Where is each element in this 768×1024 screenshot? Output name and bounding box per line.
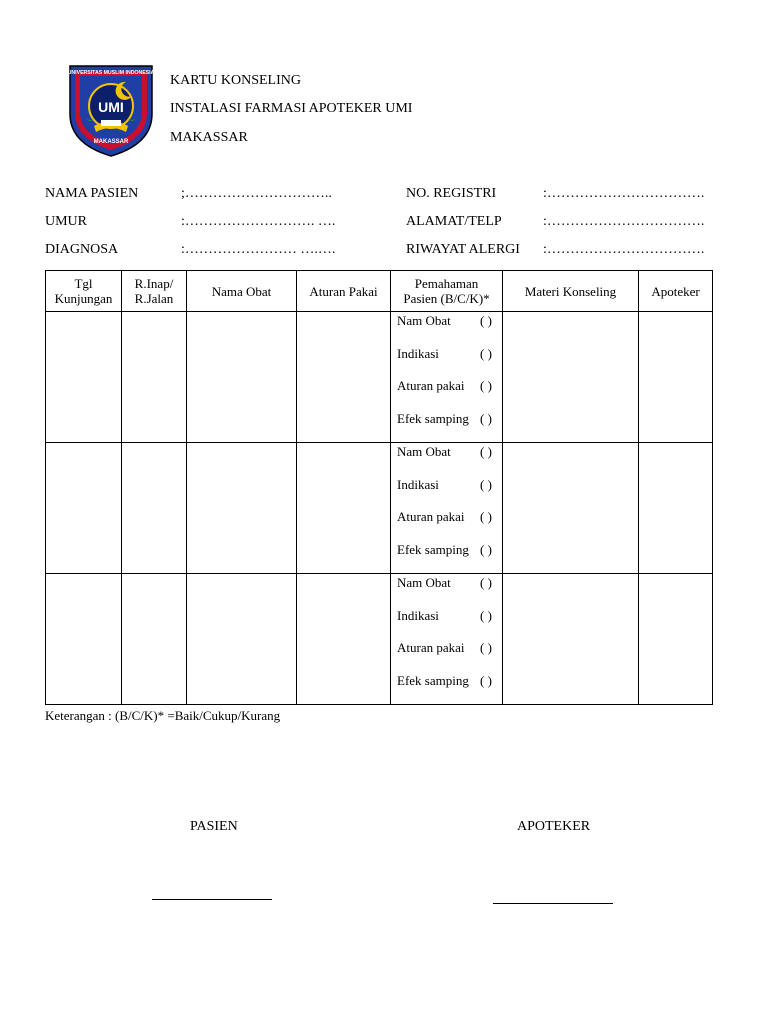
understanding-item: Nam Obat ( ) [397,444,492,459]
check-mark-box[interactable]: ( ) [480,575,492,590]
signature-line-pasien[interactable] [152,899,272,900]
understanding-item: Indikasi ( ) [397,607,492,623]
check-mark-box[interactable]: ( ) [480,541,492,557]
signature-line-apoteker[interactable] [493,903,613,904]
logo-bottom-text: MAKASSAR [93,139,129,145]
table-header-row [46,271,713,312]
counseling-table [45,270,713,705]
check-mark-box[interactable]: ( ) [480,476,492,492]
cell-rawat[interactable] [122,312,187,443]
cell-pemahaman [391,312,503,443]
understanding-item: Indikasi ( ) [397,345,492,361]
understanding-item: Efek samping ( ) [397,410,492,426]
cell-materi-konseling[interactable] [503,312,639,443]
understanding-item: Aturan pakai ( ) [397,378,492,393]
check-mark-box[interactable]: ( ) [480,672,492,688]
field-value-no-registri[interactable]: :……………………………. [543,186,705,201]
col-header-nama-obat: Nama Obat [187,271,297,312]
table-row [46,574,713,705]
cell-apoteker[interactable] [639,312,713,443]
field-label-riwayat-alergi: RIWAYAT ALERGI [406,242,520,257]
field-value-alamat-telp[interactable]: :……………………………. [543,214,705,229]
institution-name: INSTALASI FARMASI APOTEKER UMI [170,101,413,116]
cell-aturan-pakai[interactable] [297,312,391,443]
understanding-item: Aturan pakai ( ) [397,509,492,524]
col-header-pemahaman: Pemahaman Pasien (B/C/K)* [391,271,503,312]
city-name: MAKASSAR [170,130,248,145]
check-mark-box[interactable]: ( ) [480,509,492,524]
logo-center-text: UMI [98,99,124,115]
cell-nama-obat[interactable] [187,574,297,705]
understanding-item: Aturan pakai ( ) [397,640,492,655]
cell-apoteker[interactable] [639,443,713,574]
check-mark-box[interactable]: ( ) [480,410,492,426]
field-label-no-registri: NO. REGISTRI [406,186,497,201]
field-value-umur[interactable]: :………………………. …. [181,214,336,229]
field-value-riwayat-alergi[interactable]: :……………………………. [543,242,705,257]
logo-top-text: UNIVERSITAS MUSLIM INDONESIA [67,70,155,76]
card-title: KARTU KONSELING [170,73,301,88]
col-header-apoteker: Apoteker [639,271,713,312]
cell-pemahaman [391,574,503,705]
field-label-umur: UMUR [45,214,88,229]
cell-nama-obat[interactable] [187,443,297,574]
table-row [46,312,713,443]
col-header-rawat: R.Inap/ R.Jalan [122,271,187,312]
check-mark-box[interactable]: ( ) [480,378,492,393]
cell-tgl[interactable] [46,574,122,705]
understanding-item: Efek samping ( ) [397,672,492,688]
field-label-alamat-telp: ALAMAT/TELP [406,214,502,229]
check-mark-box[interactable]: ( ) [480,313,492,328]
understanding-item: Nam Obat ( ) [397,313,492,328]
field-value-nama-pasien[interactable]: ;………………………….. [181,186,332,201]
cell-materi-konseling[interactable] [503,443,639,574]
cell-aturan-pakai[interactable] [297,574,391,705]
col-header-aturan-pakai: Aturan Pakai [297,271,391,312]
table-row [46,443,713,574]
understanding-item: Efek samping ( ) [397,541,492,557]
cell-tgl[interactable] [46,312,122,443]
cell-nama-obat[interactable] [187,312,297,443]
cell-rawat[interactable] [122,443,187,574]
cell-materi-konseling[interactable] [503,574,639,705]
understanding-item: Indikasi ( ) [397,476,492,492]
col-header-materi-konseling: Materi Konseling [503,271,639,312]
cell-apoteker[interactable] [639,574,713,705]
field-label-diagnosa: DIAGNOSA [45,242,119,257]
col-header-tgl-kunjungan: Tgl Kunjungan [46,271,122,312]
check-mark-box[interactable]: ( ) [480,607,492,623]
field-label-nama-pasien: NAMA PASIEN [45,186,139,201]
check-mark-box[interactable]: ( ) [480,444,492,459]
understanding-item: Nam Obat ( ) [397,575,492,590]
cell-aturan-pakai[interactable] [297,443,391,574]
check-mark-box[interactable]: ( ) [480,640,492,655]
signature-label-apoteker: APOTEKER [517,819,591,834]
cell-rawat[interactable] [122,574,187,705]
cell-tgl[interactable] [46,443,122,574]
signature-label-pasien: PASIEN [190,819,238,834]
umi-logo [66,60,156,158]
check-mark-box[interactable]: ( ) [480,345,492,361]
legend-note: Keterangan : (B/C/K)* =Baik/Cukup/Kurang [45,708,281,723]
field-value-diagnosa[interactable]: :…………………… ….…. [181,242,336,257]
cell-pemahaman [391,443,503,574]
